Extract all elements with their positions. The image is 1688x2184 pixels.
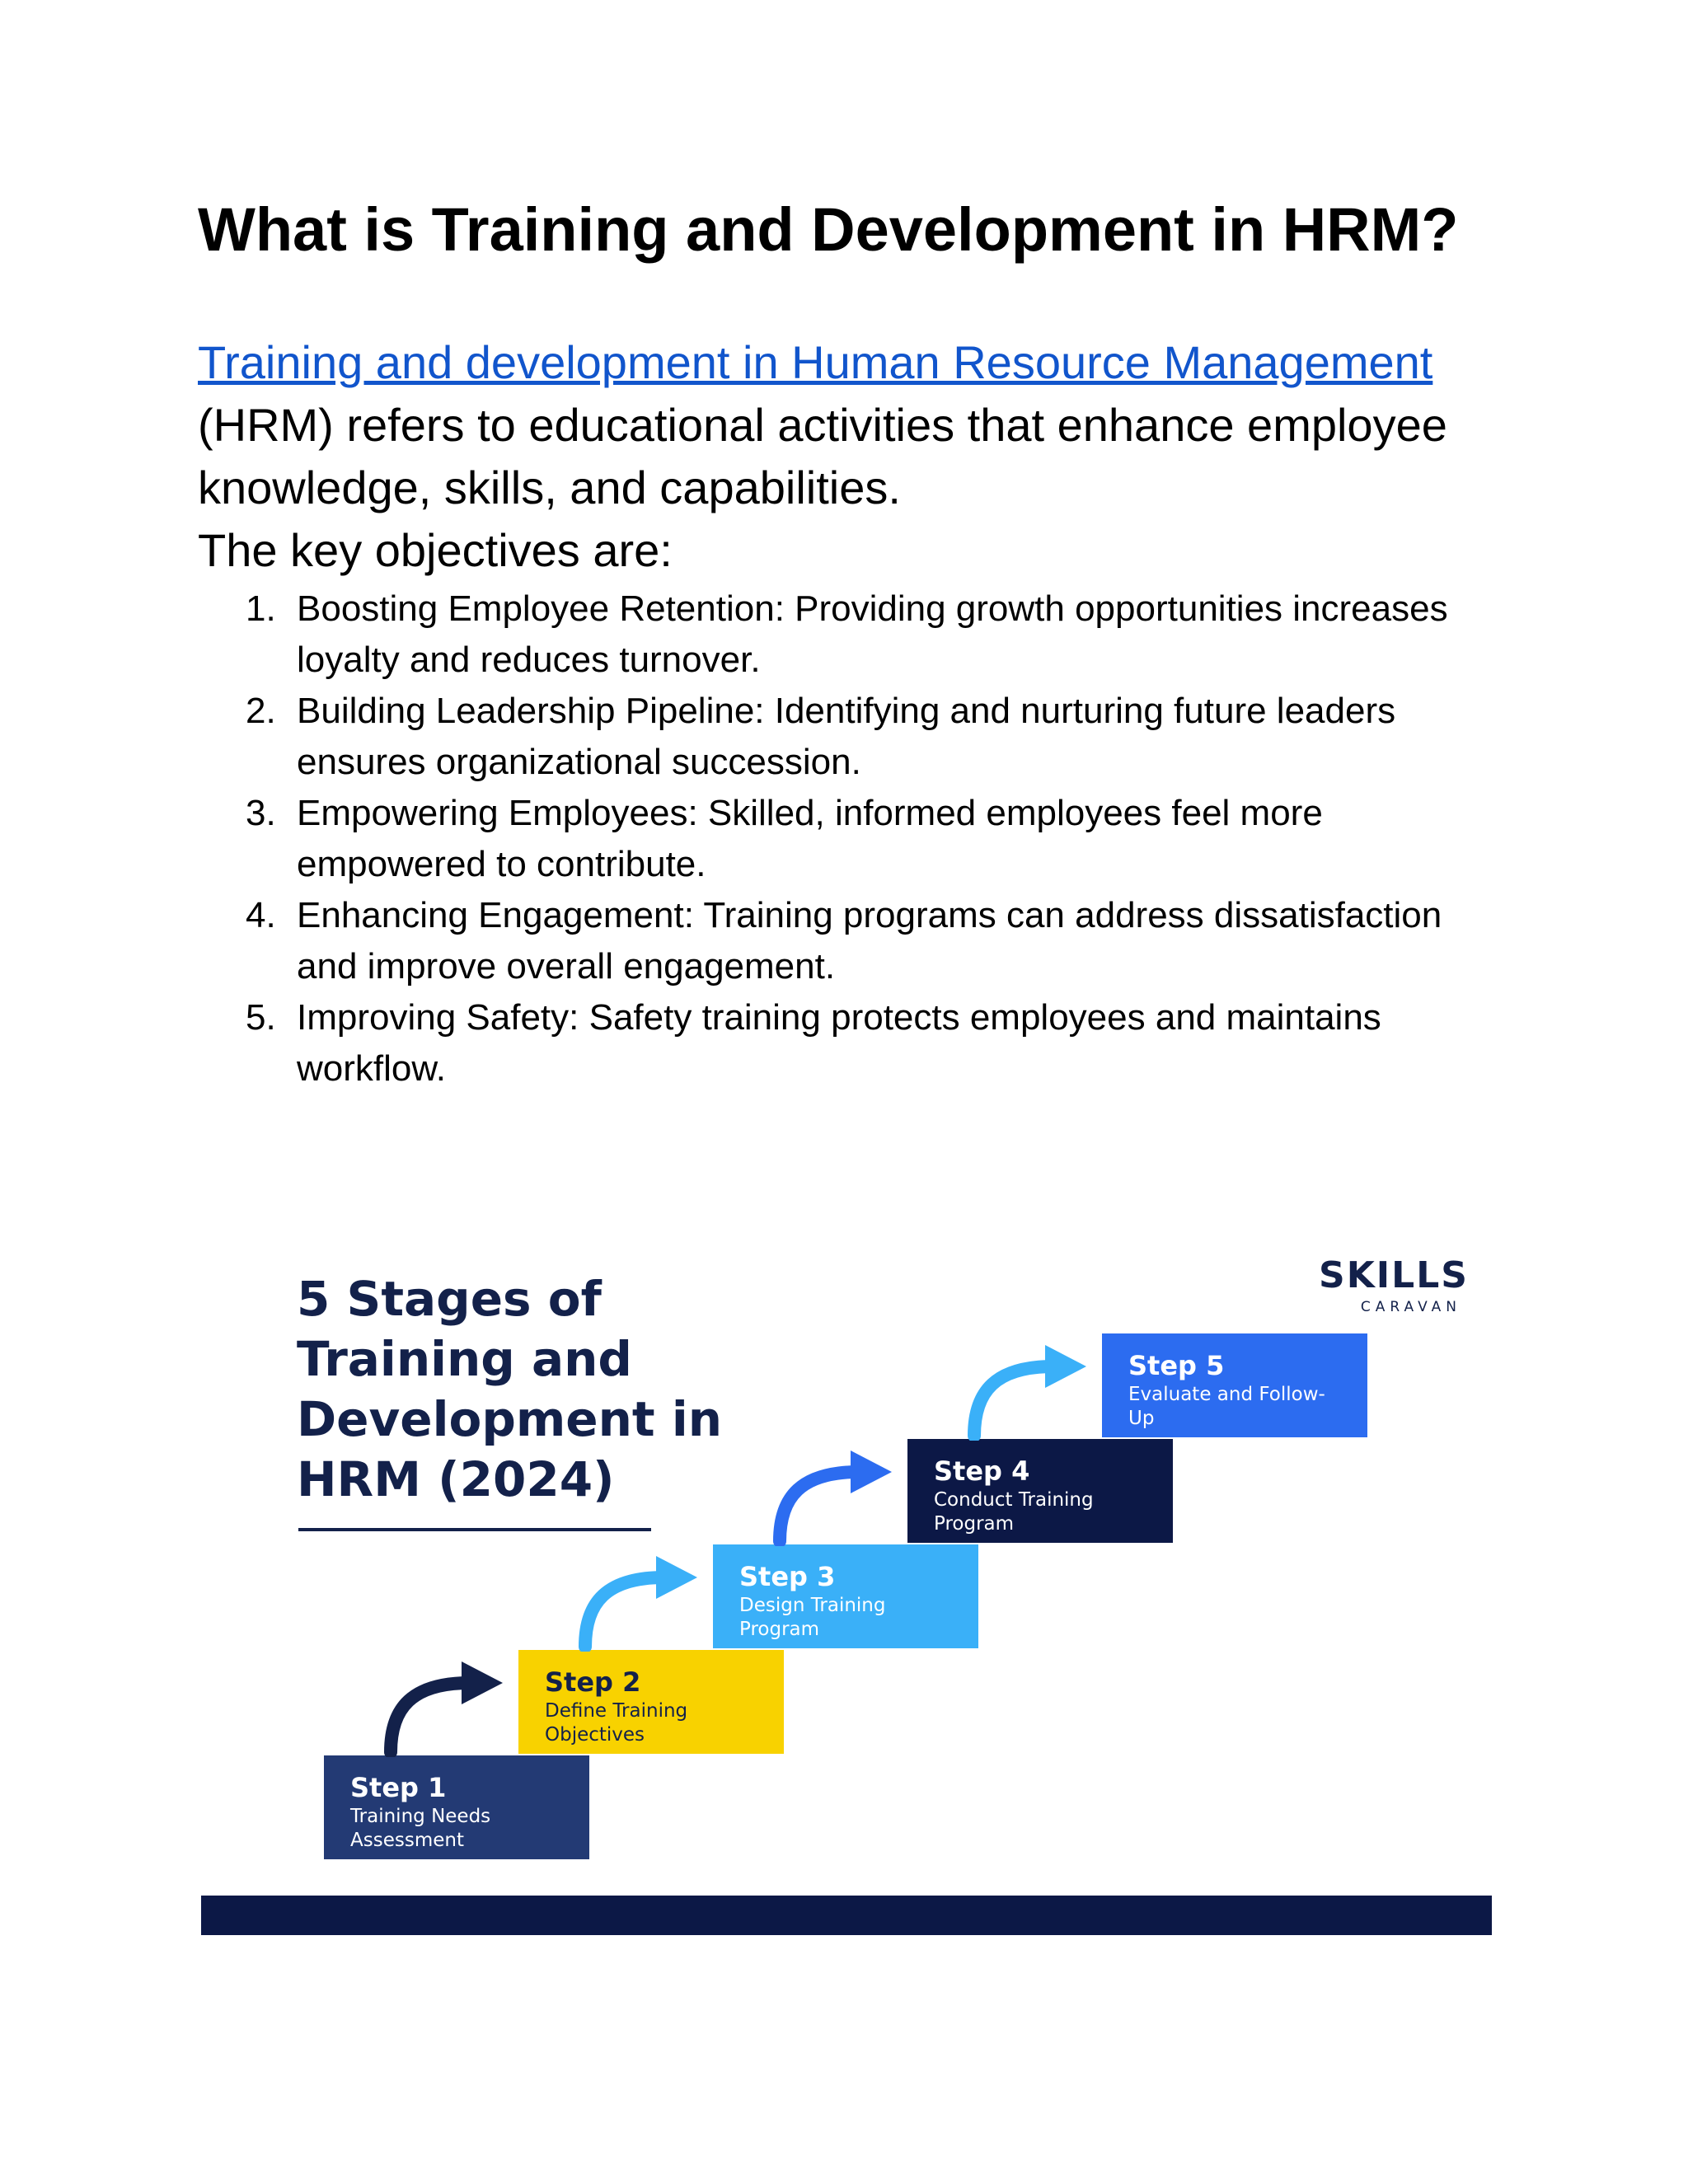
list-number: 3.: [246, 793, 276, 833]
skills-caravan-logo: [1319, 1254, 1469, 1315]
intro-text: (HRM) refers to educational activities that enhance employee knowledge, skills, and capabilities.: [198, 399, 1447, 513]
list-number: 1.: [246, 588, 276, 629]
curved-arrow-icon: [768, 1447, 900, 1546]
infographic: [198, 1228, 1492, 1937]
step-label: Step 4: [934, 1455, 1030, 1487]
step-1-box: [324, 1755, 589, 1859]
step-description: Conduct Training Program: [934, 1489, 1094, 1535]
list-text: Building Leadership Pipeline: Identifying and nurturing future leaders ensures organizational succession.: [297, 691, 1396, 782]
step-2-box: [518, 1650, 784, 1754]
step-label: Step 1: [350, 1772, 447, 1803]
page-title: What is Training and Development in HRM?: [198, 195, 1459, 264]
list-text: Boosting Employee Retention: Providing growth opportunities increases loyalty and reduces turnover.: [297, 588, 1448, 680]
objectives-heading: The key objectives are:: [198, 524, 673, 576]
list-item: [198, 992, 1500, 1094]
hrm-link[interactable]: Training and development in Human Resource Management: [198, 336, 1433, 388]
logo-wordmark: SKILLS: [1319, 1254, 1469, 1296]
step-4-box: [907, 1439, 1173, 1543]
objectives-list: [198, 583, 1500, 1094]
step-description: Evaluate and Follow-Up: [1128, 1384, 1325, 1429]
step-label: Step 2: [545, 1666, 641, 1698]
list-text: Improving Safety: Safety training protects employees and maintains workflow.: [297, 997, 1381, 1089]
title-underline: [298, 1528, 651, 1531]
list-item: [198, 686, 1500, 788]
footer-bar: [201, 1896, 1492, 1935]
list-item: [198, 890, 1500, 992]
step-description: Design Training Program: [739, 1595, 886, 1640]
list-text: Enhancing Engagement: Training programs can address dissatisfaction and improve overall engagement.: [297, 895, 1442, 987]
list-number: 4.: [246, 895, 276, 935]
curved-arrow-icon: [574, 1553, 706, 1652]
list-item: [198, 788, 1500, 890]
list-number: 5.: [246, 997, 276, 1038]
step-description: Training Needs Assessment: [350, 1806, 491, 1851]
step-description: Define Training Objectives: [545, 1700, 688, 1746]
infographic-title: 5 Stages of Training and Development in HRM (2024): [297, 1271, 723, 1507]
curved-arrow-icon: [963, 1342, 1095, 1441]
curved-arrow-icon: [379, 1658, 511, 1757]
list-text: Empowering Employees: Skilled, informed employees feel more empowered to contribute.: [297, 793, 1323, 884]
list-number: 2.: [246, 691, 276, 731]
logo-subtitle: CARAVAN: [1360, 1299, 1461, 1315]
step-3-box: [713, 1544, 978, 1648]
intro-paragraph: [198, 331, 1517, 519]
list-item: [198, 583, 1500, 686]
step-label: Step 5: [1128, 1350, 1225, 1381]
step-label: Step 3: [739, 1561, 836, 1592]
step-5-box: [1102, 1333, 1367, 1437]
